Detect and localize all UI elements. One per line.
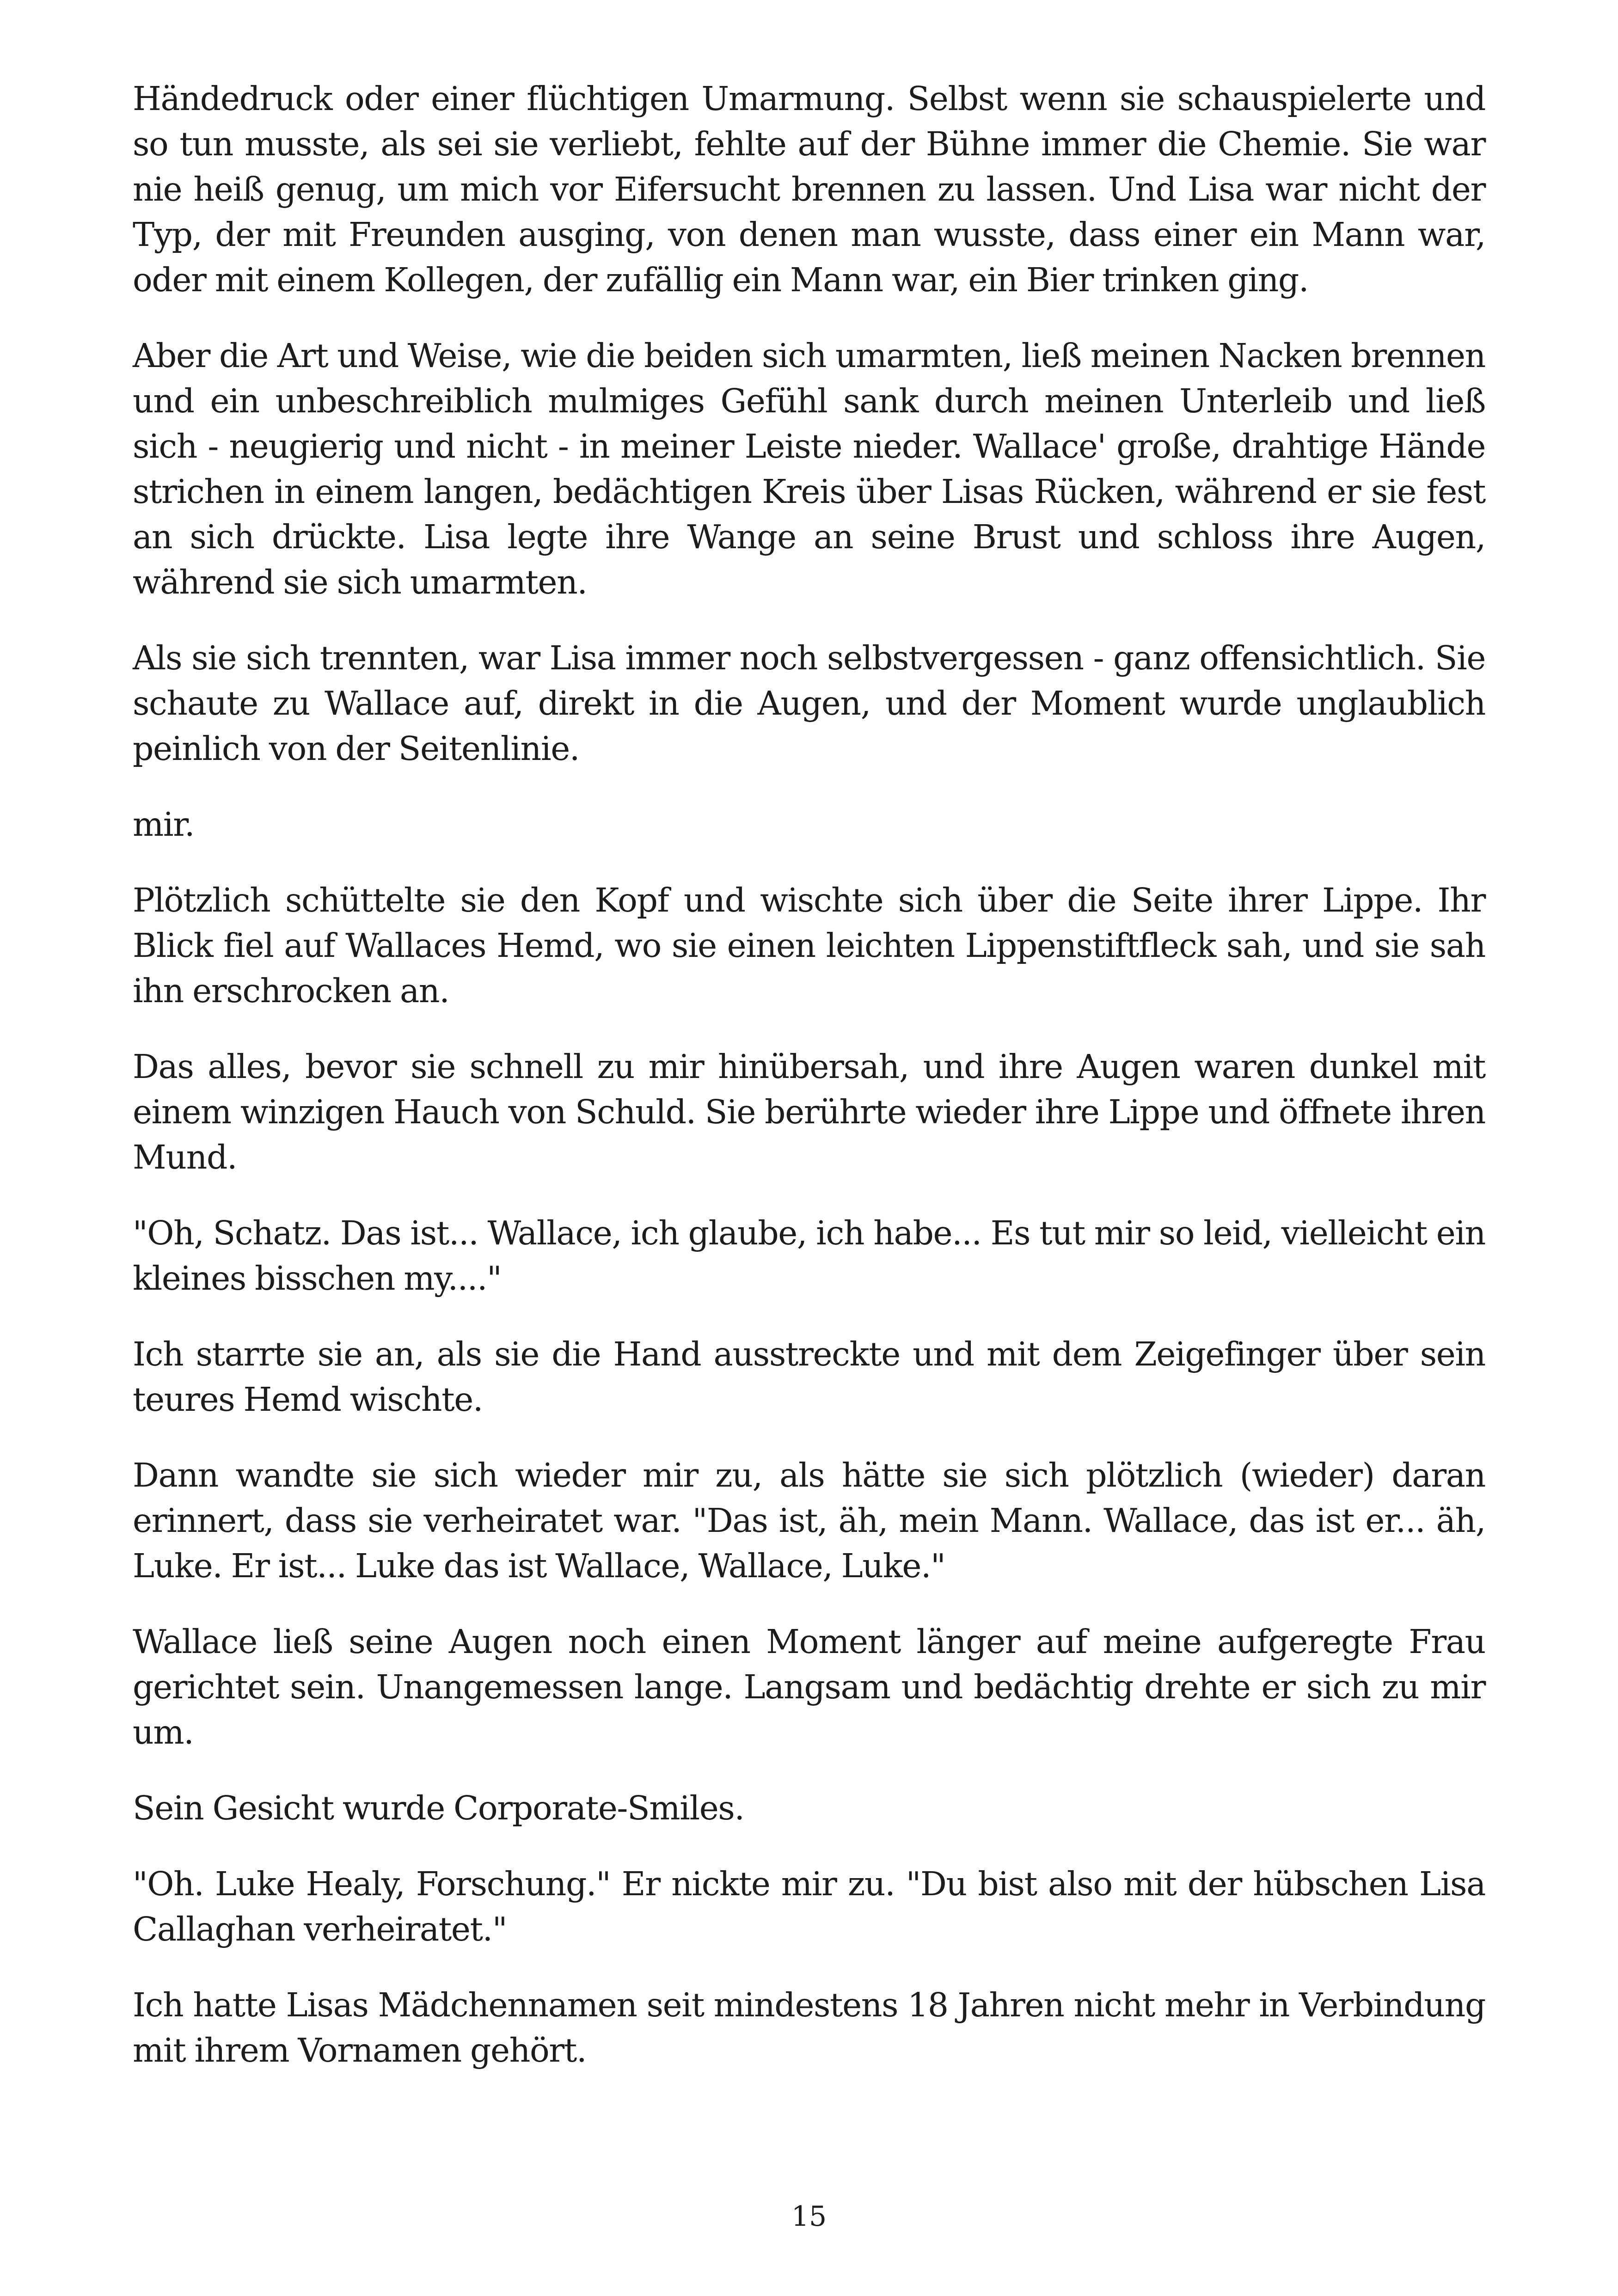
paragraph: Aber die Art und Weise, wie die beiden sich umarmten, ließ meinen Nacken brennen und ein unbeschreiblich mulmiges Gefühl sank durch meinen Unterleib und ließ sich - neugierig und nicht - in meiner Leiste nieder. Wallace' große, drahtige Hände strichen in einem langen, bedächtigen Kreis über Lisas Rücken, während er sie fest an sich drückte. Lisa legte ihre Wange an seine Brust und schloss ihre Augen, während sie sich umarmten. [133,337,1485,601]
paragraph: Als sie sich trennten, war Lisa immer noch selbstvergessen - ganz offensichtlich. Sie schaute zu Wallace auf, direkt in die Augen, und der Moment wurde unglaublich peinlich von der Seitenlinie. [133,639,1485,768]
paragraph: mir. [133,805,195,844]
page-number: 15 [791,2200,827,2233]
paragraph: Ich hatte Lisas Mädchennamen seit mindestens 18 Jahren nicht mehr in Verbindung mit ihrem Vornamen gehört. [133,1986,1485,2069]
paragraph: "Oh. Luke Healy, Forschung." Er nickte mir zu. "Du bist also mit der hübschen Lisa Callaghan verheiratet." [133,1865,1485,1948]
paragraph: Händedruck oder einer flüchtigen Umarmung. Selbst wenn sie schauspielerte und so tun musste, als sei sie verliebt, fehlte auf der Bühne immer die Chemie. Sie war nie heiß genug, um mich vor Eifersucht brennen zu lassen. Und Lisa war nicht der Typ, der mit Freunden ausging, von denen man wusste, dass einer ein Mann war, oder mit einem Kollegen, der zufällig ein Mann war, ein Bier trinken ging. [133,80,1485,299]
paragraph: Das alles, bevor sie schnell zu mir hinübersah, und ihre Augen waren dunkel mit einem winzigen Hauch von Schuld. Sie berührte wieder ihre Lippe und öffnete ihren Mund. [133,1047,1485,1176]
paragraph: Dann wandte sie sich wieder mir zu, als hätte sie sich plötzlich (wieder) daran erinnert, dass sie verheiratet war. "Das ist, äh, mein Mann. Wallace, das ist er... äh, Luke. Er ist... Luke das ist Wallace, Wallace, Luke." [133,1456,1485,1585]
paragraph: Plötzlich schüttelte sie den Kopf und wischte sich über die Seite ihrer Lippe. Ihr Blick fiel auf Wallaces Hemd, wo sie einen leichten Lippenstiftfleck sah, und sie sah ihn erschrocken an. [133,881,1485,1010]
paragraph: Ich starrte sie an, als sie die Hand ausstreckte und mit dem Zeigefinger über sein teures Hemd wischte. [133,1335,1485,1419]
body-text [133,76,1485,2104]
paragraph: Sein Gesicht wurde Corporate-Smiles. [133,1789,744,1827]
paragraph: Wallace ließ seine Augen noch einen Moment länger auf meine aufgeregte Frau gerichtet sein. Unangemessen lange. Langsam und bedächtig drehte er sich zu mir um. [133,1623,1485,1751]
paragraph: "Oh, Schatz. Das ist... Wallace, ich glaube, ich habe... Es tut mir so leid, vielleicht ein kleines bisschen my...." [133,1214,1485,1298]
